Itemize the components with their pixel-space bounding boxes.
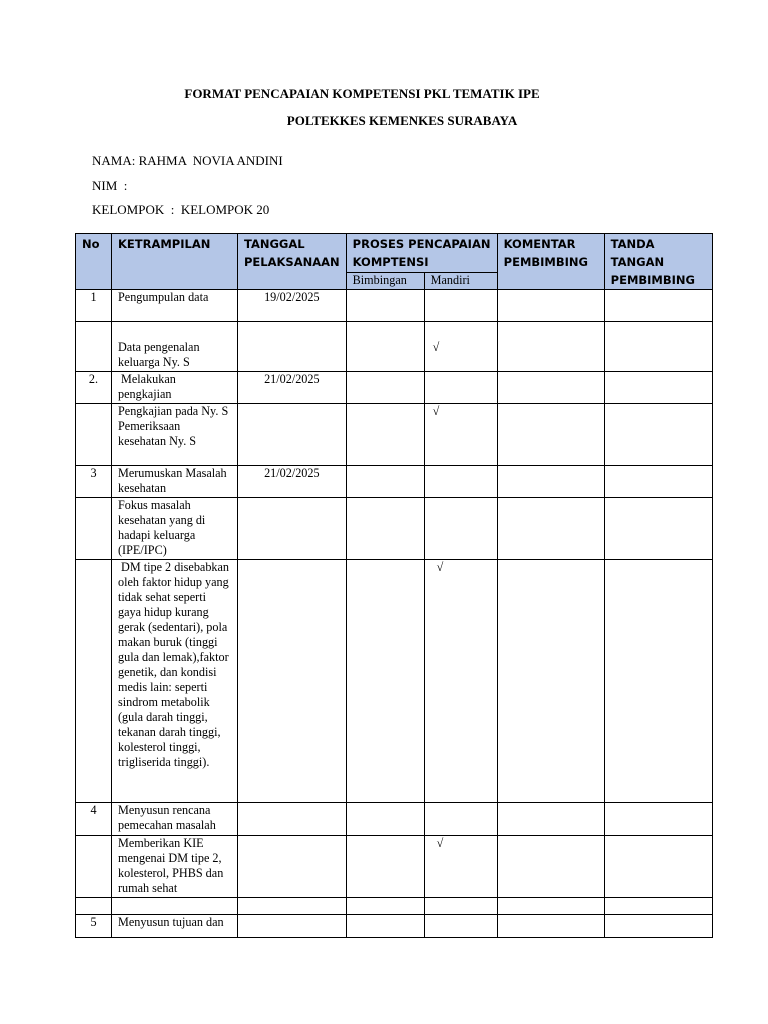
row-mandiri <box>424 498 497 560</box>
table-row <box>76 498 713 560</box>
table-row <box>76 290 713 322</box>
row-tanda <box>604 322 712 372</box>
row-mandiri <box>424 915 497 938</box>
document-subtitle: POLTEKKES KEMENKES SURABAYA <box>286 113 518 128</box>
row-date: 21/02/2025 <box>238 466 347 498</box>
table-row <box>76 836 713 898</box>
student-group: KELOMPOK : KELOMPOK 20 <box>92 202 270 217</box>
table-row <box>76 372 713 404</box>
row-mandiri: √ <box>424 560 497 803</box>
row-komentar <box>497 290 604 322</box>
row-no: 4 <box>76 803 112 836</box>
row-no <box>76 322 112 372</box>
row-mandiri <box>424 290 497 322</box>
row-skill: Pengkajian pada Ny. S Pemeriksaan kesehatan Ny. S <box>112 404 238 466</box>
table-row <box>76 560 713 803</box>
row-no: 3 <box>76 466 112 498</box>
header-ketrampilan: KETRAMPILAN <box>112 234 238 290</box>
row-bimbingan <box>346 404 424 466</box>
table-row <box>76 466 713 498</box>
row-no <box>76 498 112 560</box>
row-bimbingan <box>346 466 424 498</box>
row-no <box>76 404 112 466</box>
row-date <box>238 322 347 372</box>
row-no <box>76 560 112 803</box>
row-mandiri: √ <box>424 404 497 466</box>
row-tanda <box>604 404 712 466</box>
row-skill: Melakukan pengkajian <box>112 372 238 404</box>
row-bimbingan <box>346 915 424 938</box>
row-mandiri <box>424 803 497 836</box>
table-row <box>76 803 713 836</box>
row-bimbingan <box>346 498 424 560</box>
row-komentar <box>497 466 604 498</box>
row-bimbingan <box>346 560 424 803</box>
row-tanda <box>604 560 712 803</box>
table-row <box>76 915 713 938</box>
row-mandiri <box>424 898 497 915</box>
header-tanda-tangan: TANDA TANGAN PEMBIMBING <box>604 234 712 290</box>
row-mandiri: √ <box>424 836 497 898</box>
header-komentar: KOMENTAR PEMBIMBING <box>497 234 604 290</box>
row-no: 5 <box>76 915 112 938</box>
table-row <box>76 898 713 915</box>
row-komentar <box>497 898 604 915</box>
competency-table <box>75 233 713 938</box>
header-no: No <box>76 234 112 290</box>
row-komentar <box>497 915 604 938</box>
row-mandiri <box>424 372 497 404</box>
row-skill <box>112 898 238 915</box>
row-tanda <box>604 498 712 560</box>
row-bimbingan <box>346 322 424 372</box>
row-tanda <box>604 466 712 498</box>
row-date <box>238 836 347 898</box>
row-bimbingan <box>346 372 424 404</box>
row-skill: DM tipe 2 disebabkan oleh faktor hidup yang tidak sehat seperti gaya hidup kurang gerak (sedentari), pola makan buruk (tinggi gula dan lemak),faktor genetik, dan kondisi medis lain: seperti sindrom metabolik (gula darah tinggi, tekanan darah tinggi, kolesterol tinggi, trigliserida tinggi). <box>112 560 238 803</box>
header-bimbingan: Bimbingan <box>346 272 424 289</box>
row-mandiri: √ <box>424 322 497 372</box>
row-skill: Menyusun tujuan dan <box>112 915 238 938</box>
row-bimbingan <box>346 803 424 836</box>
document-title: FORMAT PENCAPAIAN KOMPETENSI PKL TEMATIK IPE <box>184 86 540 101</box>
row-skill: Fokus masalah kesehatan yang di hadapi keluarga (IPE/IPC) <box>112 498 238 560</box>
row-no: 1 <box>76 290 112 322</box>
row-no <box>76 836 112 898</box>
row-komentar <box>497 803 604 836</box>
row-komentar <box>497 372 604 404</box>
row-date <box>238 803 347 836</box>
row-komentar <box>497 836 604 898</box>
row-date: 19/02/2025 <box>238 290 347 322</box>
row-date <box>238 898 347 915</box>
row-date <box>238 498 347 560</box>
row-date <box>238 404 347 466</box>
row-tanda <box>604 836 712 898</box>
row-bimbingan <box>346 898 424 915</box>
row-komentar <box>497 560 604 803</box>
header-mandiri: Mandiri <box>424 272 497 289</box>
row-mandiri <box>424 466 497 498</box>
row-skill: Pengumpulan data <box>112 290 238 322</box>
header-tanggal: TANGGAL PELAKSANAAN <box>238 234 347 290</box>
row-tanda <box>604 290 712 322</box>
row-tanda <box>604 898 712 915</box>
row-tanda <box>604 372 712 404</box>
row-no: 2. <box>76 372 112 404</box>
row-bimbingan <box>346 836 424 898</box>
row-date: 21/02/2025 <box>238 372 347 404</box>
row-komentar <box>497 498 604 560</box>
row-date <box>238 915 347 938</box>
row-skill: Menyusun rencana pemecahan masalah <box>112 803 238 836</box>
row-skill: Memberikan KIE mengenai DM tipe 2, kolesterol, PHBS dan rumah sehat <box>112 836 238 898</box>
row-bimbingan <box>346 290 424 322</box>
row-no <box>76 898 112 915</box>
student-name: NAMA: RAHMA NOVIA ANDINI <box>92 153 283 168</box>
header-proses: PROSES PENCAPAIAN KOMPTENSI <box>346 234 497 273</box>
row-komentar <box>497 322 604 372</box>
student-nim: NIM : <box>92 178 128 193</box>
row-komentar <box>497 404 604 466</box>
row-tanda <box>604 803 712 836</box>
row-date <box>238 560 347 803</box>
row-skill: Data pengenalan keluarga Ny. S <box>112 322 238 372</box>
table-row <box>76 404 713 466</box>
row-tanda <box>604 915 712 938</box>
table-row <box>76 322 713 372</box>
row-skill: Merumuskan Masalah kesehatan <box>112 466 238 498</box>
